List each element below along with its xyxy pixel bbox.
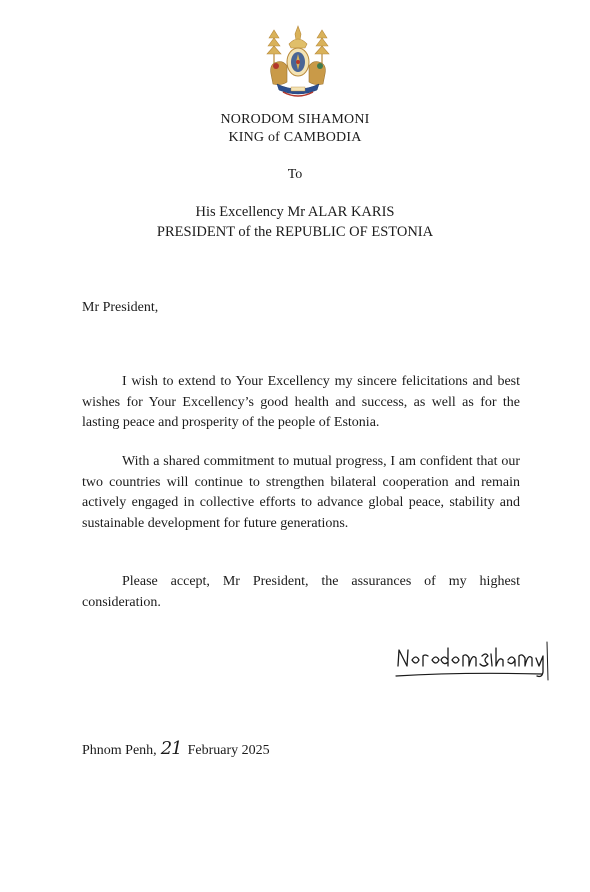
body-paragraph-2: With a shared commitment to mutual progress, I am confident that our two countries will continue to strengthen bilateral cooperation and remain actively engaged in collective efforts to advance global peace, stability and sustainable development for future generations.: [82, 454, 520, 531]
to-label: To: [287, 167, 303, 182]
body-paragraph-3: Please accept, Mr President, the assurances of my highest consideration.: [82, 574, 520, 610]
royal-arms-emblem-icon: [263, 24, 333, 100]
salutation: Mr President,: [82, 300, 159, 315]
place: Phnom Penh,: [82, 743, 157, 758]
month-year: February 2025: [187, 743, 270, 758]
handwritten-signature: [392, 636, 552, 684]
body-paragraph-1: I wish to extend to Your Excellency my sincere felicitations and best wishes for Your Excellency’s good health and success, as well as for the lasting peace and prosperity of the people of Estonia.: [82, 374, 520, 430]
sender-title: KING of CAMBODIA: [228, 130, 362, 145]
recipient-name: His Excellency Mr ALAR KARIS: [195, 204, 395, 220]
place-and-date: [82, 738, 270, 759]
sender-name: NORODOM SIHAMONI: [220, 112, 370, 127]
recipient-title: PRESIDENT of the REPUBLIC OF ESTONIA: [156, 224, 434, 240]
handwritten-day: 21: [160, 738, 182, 759]
